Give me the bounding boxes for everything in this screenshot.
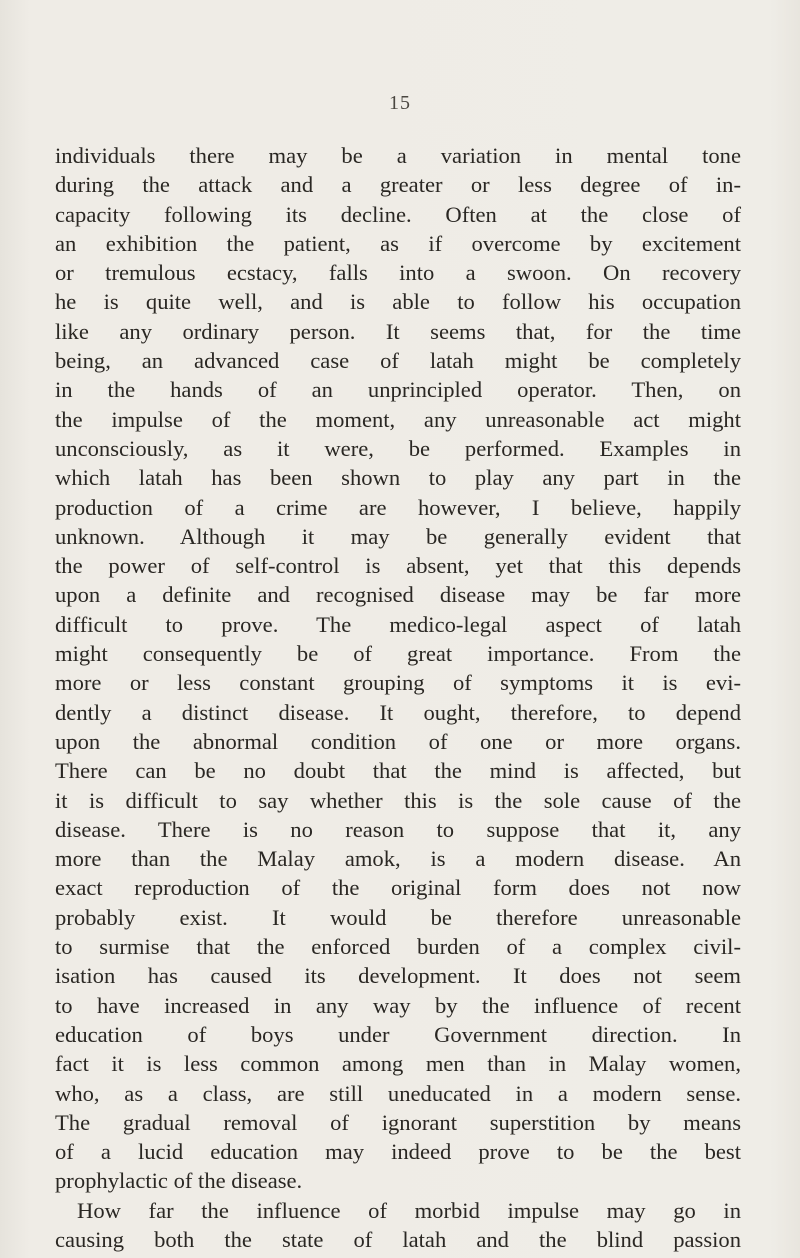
text-line: upon a definite and recognised disease may be far more <box>55 582 741 608</box>
text-line: more than the Malay amok, is a modern disease. An <box>55 846 741 872</box>
text-line: isation has caused its development. It does not seem <box>55 963 741 989</box>
text-line: being, an advanced case of latah might be completely <box>55 348 741 374</box>
text-line: unknown. Although it may be generally evident that <box>55 523 741 549</box>
text-line: in the hands of an unprincipled operator. Then, on <box>55 377 741 403</box>
text-line: education of boys under Government direction. In <box>55 1021 741 1047</box>
text-line: the impulse of the moment, any unreasonable act might <box>55 406 741 432</box>
text-line: production of a crime are however, I believe, happily <box>55 494 741 520</box>
text-line: it is difficult to say whether this is the sole cause of the <box>55 787 741 813</box>
text-line: the power of self-control is absent, yet that this depends <box>55 553 741 579</box>
text-line: probably exist. It would be therefore unreasonable <box>55 904 741 930</box>
text-line: disease. There is no reason to suppose that it, any <box>55 816 741 842</box>
text-line: an exhibition the patient, as if overcome by excitement <box>55 230 741 256</box>
text-line: causing both the state of latah and the blind passion <box>55 1226 741 1252</box>
text-line: of a lucid education may indeed prove to be the best <box>55 1139 741 1165</box>
paragraph <box>55 1196 741 1255</box>
text-line: during the attack and a greater or less degree of in- <box>55 172 741 198</box>
text-line: individuals there may be a variation in mental tone <box>55 143 741 168</box>
text-line: like any ordinary person. It seems that, for the time <box>55 318 741 344</box>
text-line: more or less constant grouping of symptoms it is evi- <box>55 670 741 696</box>
page-number: 15 <box>389 92 411 114</box>
text-line: upon the abnormal condition of one or more organs. <box>55 728 741 754</box>
paragraph <box>55 141 741 1196</box>
text-line: fact it is less common among men than in Malay women, <box>55 1051 741 1077</box>
body-text <box>55 141 741 1254</box>
text-line: exact reproduction of the original form does not now <box>55 875 741 901</box>
text-line: or tremulous ecstacy, falls into a swoon. On recovery <box>55 260 741 286</box>
text-line: unconsciously, as it were, be performed. Examples in <box>55 435 741 461</box>
text-line: difficult to prove. The medico-legal aspect of latah <box>55 611 741 637</box>
text-line: which latah has been shown to play any part in the <box>55 465 741 491</box>
text-line: he is quite well, and is able to follow his occupation <box>55 289 741 315</box>
text-line: to have increased in any way by the influence of recent <box>55 992 741 1018</box>
text-line: The gradual removal of ignorant superstition by means <box>55 1109 741 1135</box>
text-line: dently a distinct disease. It ought, therefore, to depend <box>55 699 741 725</box>
text-line: to surmise that the enforced burden of a complex civil- <box>55 934 741 960</box>
text-line: There can be no doubt that the mind is affected, but <box>55 758 741 784</box>
text-line: capacity following its decline. Often at the close of <box>55 201 741 227</box>
text-line: might consequently be of great importance. From the <box>55 641 741 667</box>
text-line: prophylactic of the disease. <box>55 1168 303 1194</box>
text-line: How far the influence of morbid impulse may go in <box>77 1197 741 1223</box>
text-line: who, as a class, are still uneducated in a modern sense. <box>55 1080 741 1106</box>
